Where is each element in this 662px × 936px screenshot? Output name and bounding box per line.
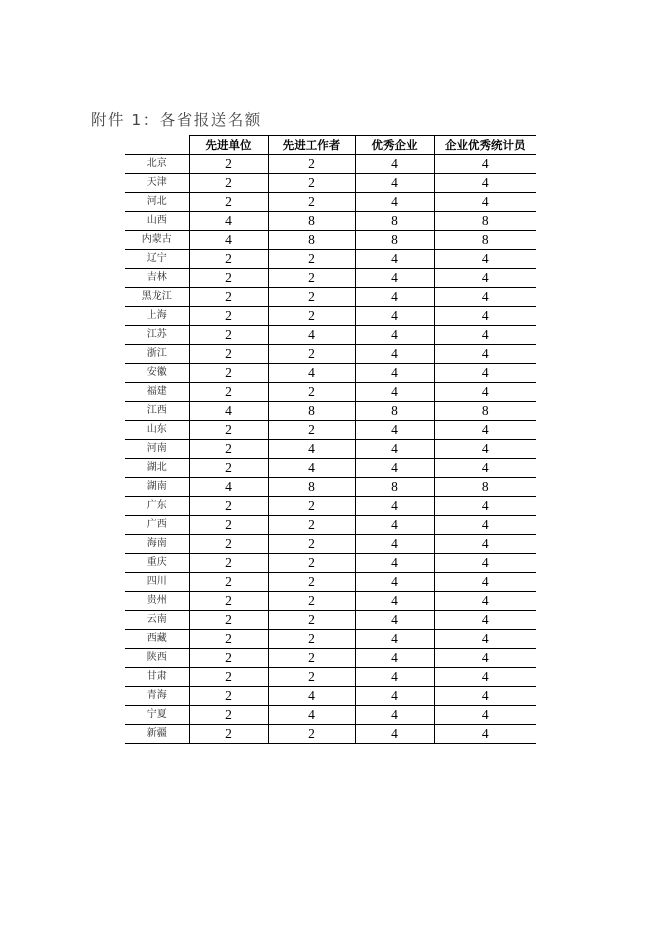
excellent-enterprise-cell: 4: [355, 307, 434, 326]
advanced-worker-cell: 4: [268, 440, 355, 459]
advanced-unit-cell: 2: [189, 440, 268, 459]
advanced-unit-cell: 2: [189, 554, 268, 573]
table-body: [125, 155, 536, 744]
province-cell: 河南: [125, 440, 189, 459]
enterprise-statistician-cell: 4: [434, 630, 536, 649]
advanced-unit-cell: 2: [189, 307, 268, 326]
advanced-unit-cell: 2: [189, 250, 268, 269]
advanced-unit-cell: 4: [189, 402, 268, 421]
header-advanced-unit: 先进单位: [189, 136, 268, 155]
province-cell: 宁夏: [125, 706, 189, 725]
advanced-worker-cell: 2: [268, 554, 355, 573]
excellent-enterprise-cell: 4: [355, 706, 434, 725]
advanced-worker-cell: 2: [268, 155, 355, 174]
province-cell: 甘肃: [125, 668, 189, 687]
advanced-worker-cell: 4: [268, 459, 355, 478]
advanced-worker-cell: 8: [268, 478, 355, 497]
excellent-enterprise-cell: 4: [355, 364, 434, 383]
advanced-unit-cell: 2: [189, 535, 268, 554]
province-cell: 重庆: [125, 554, 189, 573]
advanced-worker-cell: 2: [268, 288, 355, 307]
advanced-unit-cell: 2: [189, 516, 268, 535]
enterprise-statistician-cell: 4: [434, 288, 536, 307]
enterprise-statistician-cell: 4: [434, 611, 536, 630]
excellent-enterprise-cell: 4: [355, 630, 434, 649]
table-row: [125, 250, 536, 269]
table-row: [125, 497, 536, 516]
province-cell: 山东: [125, 421, 189, 440]
province-cell: 浙江: [125, 345, 189, 364]
advanced-worker-cell: 2: [268, 193, 355, 212]
excellent-enterprise-cell: 4: [355, 345, 434, 364]
table-row: [125, 725, 536, 744]
table-row: [125, 345, 536, 364]
excellent-enterprise-cell: 4: [355, 611, 434, 630]
excellent-enterprise-cell: 4: [355, 649, 434, 668]
province-cell: 云南: [125, 611, 189, 630]
province-cell: 青海: [125, 687, 189, 706]
table-row: [125, 231, 536, 250]
excellent-enterprise-cell: 4: [355, 725, 434, 744]
enterprise-statistician-cell: 4: [434, 668, 536, 687]
table-row: [125, 193, 536, 212]
province-cell: 贵州: [125, 592, 189, 611]
excellent-enterprise-cell: 4: [355, 155, 434, 174]
excellent-enterprise-cell: 4: [355, 288, 434, 307]
enterprise-statistician-cell: 4: [434, 706, 536, 725]
advanced-worker-cell: 4: [268, 706, 355, 725]
advanced-worker-cell: 2: [268, 535, 355, 554]
province-cell: 四川: [125, 573, 189, 592]
advanced-unit-cell: 2: [189, 706, 268, 725]
excellent-enterprise-cell: 4: [355, 554, 434, 573]
advanced-unit-cell: 2: [189, 174, 268, 193]
page-title: 附件 1：各省报送名额: [91, 111, 262, 129]
enterprise-statistician-cell: 8: [434, 231, 536, 250]
province-cell: 湖北: [125, 459, 189, 478]
enterprise-statistician-cell: 4: [434, 687, 536, 706]
enterprise-statistician-cell: 8: [434, 402, 536, 421]
enterprise-statistician-cell: 4: [434, 516, 536, 535]
advanced-unit-cell: 2: [189, 649, 268, 668]
advanced-worker-cell: 2: [268, 592, 355, 611]
enterprise-statistician-cell: 4: [434, 440, 536, 459]
advanced-unit-cell: 2: [189, 421, 268, 440]
province-cell: 湖南: [125, 478, 189, 497]
advanced-unit-cell: 2: [189, 269, 268, 288]
advanced-unit-cell: 4: [189, 212, 268, 231]
province-cell: 海南: [125, 535, 189, 554]
excellent-enterprise-cell: 4: [355, 421, 434, 440]
advanced-worker-cell: 2: [268, 516, 355, 535]
province-cell: 福建: [125, 383, 189, 402]
province-cell: 江西: [125, 402, 189, 421]
excellent-enterprise-cell: 4: [355, 497, 434, 516]
table-row: [125, 269, 536, 288]
excellent-enterprise-cell: 8: [355, 478, 434, 497]
advanced-worker-cell: 8: [268, 231, 355, 250]
excellent-enterprise-cell: 8: [355, 231, 434, 250]
table-row: [125, 155, 536, 174]
excellent-enterprise-cell: 4: [355, 250, 434, 269]
advanced-unit-cell: 2: [189, 193, 268, 212]
advanced-unit-cell: 2: [189, 345, 268, 364]
table-row: [125, 307, 536, 326]
advanced-unit-cell: 4: [189, 231, 268, 250]
province-cell: 河北: [125, 193, 189, 212]
advanced-worker-cell: 2: [268, 497, 355, 516]
advanced-worker-cell: 2: [268, 649, 355, 668]
enterprise-statistician-cell: 4: [434, 383, 536, 402]
enterprise-statistician-cell: 4: [434, 497, 536, 516]
advanced-worker-cell: 2: [268, 383, 355, 402]
advanced-unit-cell: 2: [189, 592, 268, 611]
enterprise-statistician-cell: 4: [434, 345, 536, 364]
table-row: [125, 535, 536, 554]
enterprise-statistician-cell: 4: [434, 592, 536, 611]
table-row: [125, 402, 536, 421]
table-header-row: [125, 136, 536, 155]
table-row: [125, 516, 536, 535]
header-province: [125, 136, 189, 155]
province-cell: 吉林: [125, 269, 189, 288]
advanced-worker-cell: 2: [268, 630, 355, 649]
quota-table: [125, 135, 536, 744]
enterprise-statistician-cell: 4: [434, 421, 536, 440]
province-cell: 安徽: [125, 364, 189, 383]
enterprise-statistician-cell: 4: [434, 269, 536, 288]
table-row: [125, 174, 536, 193]
advanced-worker-cell: 8: [268, 402, 355, 421]
excellent-enterprise-cell: 4: [355, 535, 434, 554]
province-cell: 新疆: [125, 725, 189, 744]
enterprise-statistician-cell: 4: [434, 326, 536, 345]
enterprise-statistician-cell: 4: [434, 250, 536, 269]
enterprise-statistician-cell: 4: [434, 174, 536, 193]
enterprise-statistician-cell: 4: [434, 725, 536, 744]
advanced-worker-cell: 2: [268, 611, 355, 630]
advanced-worker-cell: 2: [268, 725, 355, 744]
excellent-enterprise-cell: 8: [355, 212, 434, 231]
advanced-unit-cell: 2: [189, 364, 268, 383]
advanced-unit-cell: 2: [189, 668, 268, 687]
table-row: [125, 573, 536, 592]
province-cell: 内蒙古: [125, 231, 189, 250]
table-row: [125, 592, 536, 611]
excellent-enterprise-cell: 4: [355, 269, 434, 288]
advanced-unit-cell: 2: [189, 497, 268, 516]
table-row: [125, 212, 536, 231]
table-row: [125, 687, 536, 706]
province-cell: 辽宁: [125, 250, 189, 269]
advanced-worker-cell: 4: [268, 326, 355, 345]
province-cell: 西藏: [125, 630, 189, 649]
table-row: [125, 478, 536, 497]
table-row: [125, 554, 536, 573]
advanced-unit-cell: 2: [189, 383, 268, 402]
province-cell: 上海: [125, 307, 189, 326]
excellent-enterprise-cell: 4: [355, 592, 434, 611]
table-row: [125, 364, 536, 383]
table-row: [125, 383, 536, 402]
table-row: [125, 440, 536, 459]
table-row: [125, 649, 536, 668]
advanced-worker-cell: 2: [268, 174, 355, 193]
advanced-unit-cell: 4: [189, 478, 268, 497]
province-cell: 北京: [125, 155, 189, 174]
table-row: [125, 288, 536, 307]
advanced-unit-cell: 2: [189, 573, 268, 592]
table-row: [125, 611, 536, 630]
advanced-worker-cell: 2: [268, 269, 355, 288]
enterprise-statistician-cell: 4: [434, 307, 536, 326]
enterprise-statistician-cell: 4: [434, 364, 536, 383]
advanced-unit-cell: 2: [189, 288, 268, 307]
advanced-unit-cell: 2: [189, 687, 268, 706]
advanced-worker-cell: 4: [268, 687, 355, 706]
excellent-enterprise-cell: 4: [355, 440, 434, 459]
advanced-worker-cell: 2: [268, 573, 355, 592]
advanced-worker-cell: 8: [268, 212, 355, 231]
advanced-worker-cell: 2: [268, 345, 355, 364]
enterprise-statistician-cell: 4: [434, 649, 536, 668]
table-row: [125, 706, 536, 725]
province-cell: 广西: [125, 516, 189, 535]
advanced-unit-cell: 2: [189, 611, 268, 630]
province-cell: 天津: [125, 174, 189, 193]
header-advanced-worker: 先进工作者: [268, 136, 355, 155]
enterprise-statistician-cell: 4: [434, 573, 536, 592]
enterprise-statistician-cell: 4: [434, 193, 536, 212]
province-cell: 江苏: [125, 326, 189, 345]
enterprise-statistician-cell: 8: [434, 212, 536, 231]
table-row: [125, 421, 536, 440]
enterprise-statistician-cell: 4: [434, 459, 536, 478]
advanced-worker-cell: 4: [268, 364, 355, 383]
advanced-unit-cell: 2: [189, 155, 268, 174]
table-row: [125, 668, 536, 687]
province-cell: 陕西: [125, 649, 189, 668]
enterprise-statistician-cell: 4: [434, 554, 536, 573]
header-excellent-enterprise: 优秀企业: [355, 136, 434, 155]
province-cell: 黑龙江: [125, 288, 189, 307]
excellent-enterprise-cell: 4: [355, 573, 434, 592]
table-row: [125, 459, 536, 478]
excellent-enterprise-cell: 4: [355, 383, 434, 402]
advanced-worker-cell: 2: [268, 668, 355, 687]
table-row: [125, 630, 536, 649]
table-row: [125, 326, 536, 345]
advanced-unit-cell: 2: [189, 725, 268, 744]
excellent-enterprise-cell: 4: [355, 516, 434, 535]
excellent-enterprise-cell: 4: [355, 326, 434, 345]
enterprise-statistician-cell: 4: [434, 535, 536, 554]
enterprise-statistician-cell: 8: [434, 478, 536, 497]
enterprise-statistician-cell: 4: [434, 155, 536, 174]
excellent-enterprise-cell: 4: [355, 193, 434, 212]
excellent-enterprise-cell: 4: [355, 687, 434, 706]
advanced-unit-cell: 2: [189, 326, 268, 345]
excellent-enterprise-cell: 4: [355, 459, 434, 478]
advanced-worker-cell: 2: [268, 250, 355, 269]
advanced-worker-cell: 2: [268, 307, 355, 326]
excellent-enterprise-cell: 4: [355, 174, 434, 193]
excellent-enterprise-cell: 4: [355, 668, 434, 687]
advanced-worker-cell: 2: [268, 421, 355, 440]
province-cell: 山西: [125, 212, 189, 231]
advanced-unit-cell: 2: [189, 459, 268, 478]
province-cell: 广东: [125, 497, 189, 516]
excellent-enterprise-cell: 8: [355, 402, 434, 421]
advanced-unit-cell: 2: [189, 630, 268, 649]
header-enterprise-statistician: 企业优秀统计员: [434, 136, 536, 155]
